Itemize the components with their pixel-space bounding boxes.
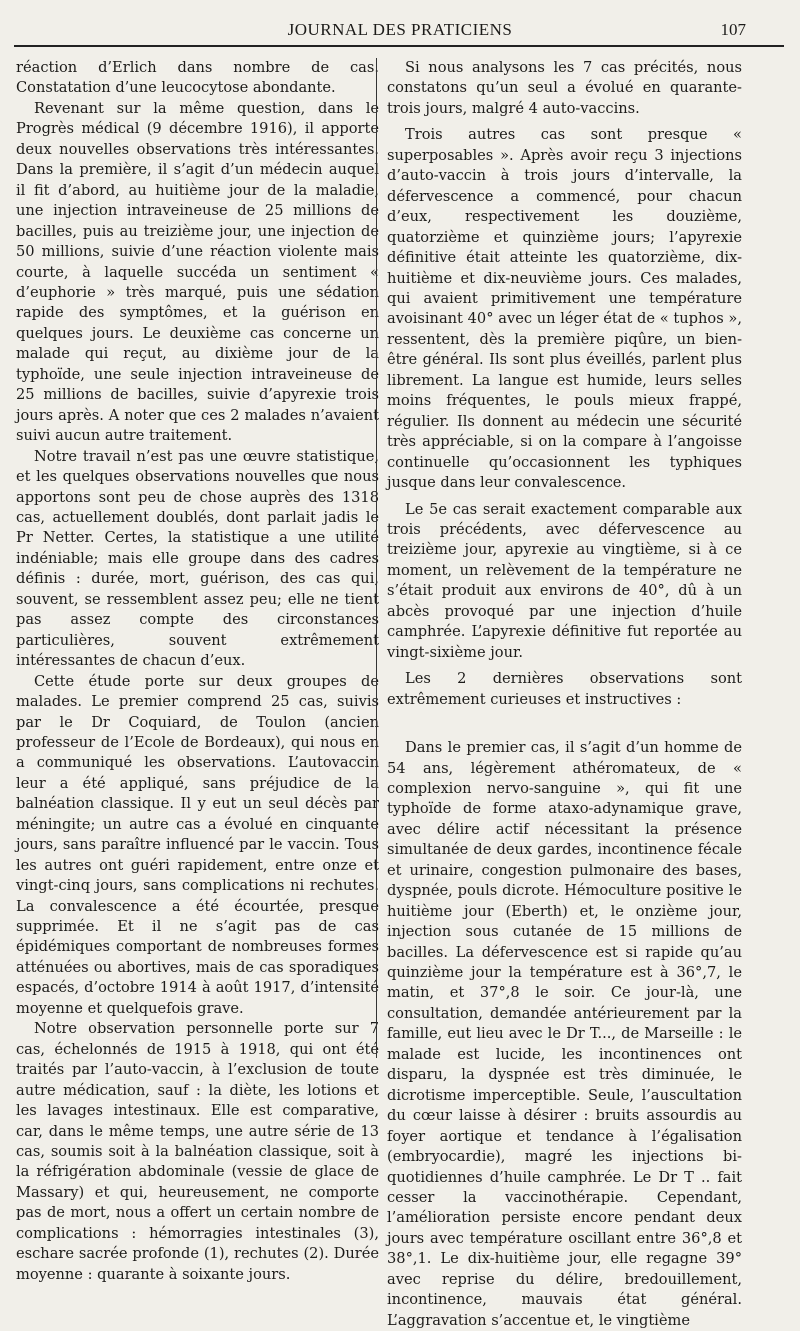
- paragraph: Notre travail n’est pas une œuvre statistique, et les quelques observations nouvelles que nous apportons sont peu de chose auprès des 1318 cas, actuellement doublés, dont parlait jadis le Pr Netter. Certes, la statistique a une utilité indéniable; mais elle groupe dans des cadres définis : durée, mort, guérison, des cas qui, souvent, se ressemblent assez peu; elle ne tient pas assez compte des circonstances particulières, souvent extrêmement intéressantes de chacun d’eux.: [16, 447, 379, 670]
- page-number: 107: [720, 20, 746, 39]
- header-rule: [14, 45, 784, 47]
- left-column: [16, 58, 379, 1285]
- paragraph: Trois autres cas sont presque « superposables ». Après avoir reçu 3 injections d’auto-vaccin à trois jours d’intervalle, la défervescence a commencé, pour chacun d’eux, respectivement les douzième, quatorzième et quinzième jours; l’apyrexie définitive était atteinte les quatorzième, dix-huitième et dix-neuvième jours. Ces malades, qui avaient primitivement une température avoisinant 40° avec un léger état de « tuphos », ressentent, dès la première piqûre, un bien-être général. Ils sont plus éveillés, parlent plus librement. La langue est humide, leurs selles moins fréquentes, le pouls mieux frappé, régulier. Ils donnent au médecin une sécurité très appréciable, si on la compare à l’angoisse continuelle qu’occasionnent les typhiques jusque dans leur convalescence.: [387, 126, 742, 492]
- paragraph: Revenant sur la même question, dans le Progrès médical (9 décembre 1916), il apporte deux nouvelles observations très intéressantes. Dans la première, il s’agit d’un médecin auquel il fit d’abord, au huitième jour de la maladie, une injection intraveineuse de 25 millions de bacilles, puis au treizième jour, une injection de 50 millions, suivie d’une réaction violente mais courte, à laquelle succéda un sentiment « d’euphorie » très marqué, puis une sédation rapide des symptômes, et la guérison en quelques jours. Le deuxième cas concerne un malade qui reçut, au dixième jour de la typhoïde, une seule injection intraveineuse de 25 millions de bacilles, suivie d’apyrexie trois jours après. A noter que ces 2 malades n’avaient suivi aucun autre traitement.: [16, 99, 379, 445]
- paragraph: Cette étude porte sur deux groupes de malades. Le premier comprend 25 cas, suivis par le Dr Coquiard, de Toulon (ancien professeur de l’Ecole de Bordeaux), qui nous en a communiqué les observations. L’autovaccin leur a été appliqué, sans préjudice de la balnéation classique. Il y eut un seul décès par méningite; un autre cas a évolué en cinquante jours, sans paraître influencé par le vaccin. Tous les autres ont guéri rapidement, entre onze et vingt-cinq jours, sans complications ni rechutes. La convalescence a été écourtée, presque supprimée. Et il ne s’agit pas de cas épidémiques comportant de nombreuses formes atténuées ou abortives, mais de cas sporadiques espacés, d’octobre 1914 à août 1917, d’intensité moyenne et quelquefois grave.: [16, 672, 379, 1017]
- paragraph: réaction d’Erlich dans nombre de cas. Constatation d’une leucocytose abondante.: [16, 59, 379, 97]
- page-header: [14, 14, 786, 46]
- paragraph: Les 2 dernières observations sont extrêmement curieuses et instructives :: [387, 670, 742, 708]
- paragraph: Le 5e cas serait exactement comparable aux trois précédents, avec défervescence au treizième jour, apyrexie au vingtième, si à ce moment, un relèvement de la température ne s’était produit aux environs de 40°, dû à un abcès provoqué par une injection d’huile camphrée. L’apyrexie définitive fut reportée au vingt-sixième jour.: [387, 500, 742, 661]
- right-column: [387, 58, 742, 1331]
- journal-title: JOURNAL DES PRATICIENS: [287, 20, 513, 39]
- paragraph: Si nous analysons les 7 cas précités, nous constatons qu’un seul a évolué en quarante-trois jours, malgré 4 auto-vaccins.: [387, 59, 742, 117]
- paragraph: Dans le premier cas, il s’agit d’un homme de 54 ans, légèrement athéromateux, de « complexion nervo-sanguine », qui fit une typhoïde de forme ataxo-adynamique grave, avec délire actif nécessitant la présence simultanée de deux gardes, incontinence fécale et urinaire, congestion pulmonaire des bases, dyspnée, pouls dicrote. Hémoculture positive le huitième jour (Eberth) et, le onzième jour, injection sous cutanée de 15 millions de bacilles. La défervescence est si rapide qu’au quinzième jour la température est à 36°,7, le matin, et 37°,8 le soir. Ce jour-là, une consultation, demandée antérieurement par la famille, eut lieu avec le Dr T..., de Marseille : le malade est lucide, les incontinences ont disparu, la dyspnée est très diminuée, le dicrotisme imperceptible. Seule, l’auscultation du cœur laisse à désirer : bruits assourdis au foyer aortique et tendance à l’égalisation (embryocardie), magré les injections bi-quotidiennes d’huile camphrée. Le Dr T .. fait cesser la vaccinothérapie. Cependant, l’amélioration persiste encore pendant deux jours avec température oscillant entre 36°,8 et 38°,1. Le dix-huitième jour, elle regagne 39° avec reprise du délire, bredouillement, incontinence, mauvais état général. L’aggravation s’accentue et, le vingtième: [387, 739, 742, 1329]
- paragraph: Notre observation personnelle porte sur 7 cas, échelonnés de 1915 à 1918, qui ont été traités par l’auto-vaccin, à l’exclusion de toute autre médication, sauf : la diète, les lotions et les lavages intestinaux. Elle est comparative, car, dans le même temps, une autre série de 13 cas, soumis soit à la balnéation classique, soit à la réfrigération abdominale (vessie de glace de Massary) et qui, heureusement, ne comporte pas de mort, nous a offert un certain nombre de complications : hémorragies intestinales (3), eschare sacrée profonde (1), rechutes (2). Durée moyenne : quarante à soixante jours.: [16, 1020, 379, 1283]
- column-divider: [376, 58, 377, 1058]
